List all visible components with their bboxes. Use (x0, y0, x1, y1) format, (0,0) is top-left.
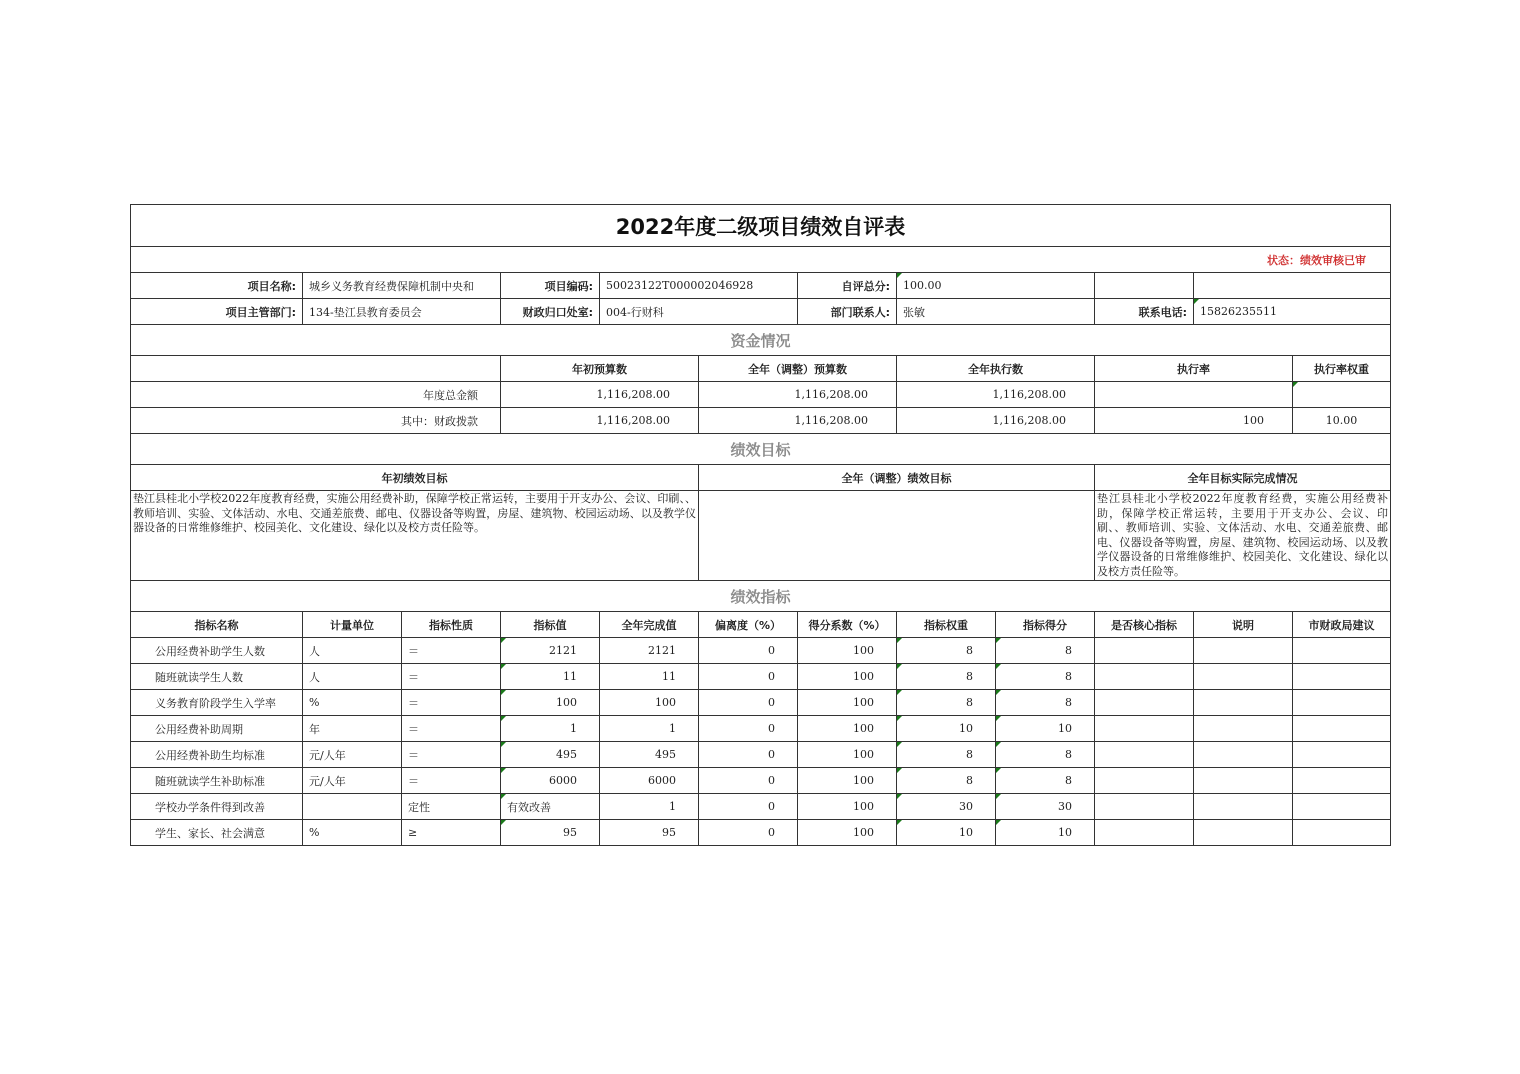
indicator-cell-actual: 6000 (600, 768, 699, 794)
contact-value: 张敏 (897, 299, 1095, 325)
goals-header: 年初绩效目标 (131, 465, 699, 491)
project-name-value: 城乡义务教育经费保障机制中央和 (303, 273, 501, 299)
indicator-cell-nature: 定性 (402, 794, 501, 820)
indicator-cell-unit: % (303, 820, 402, 846)
funds-header: 执行率 (1095, 356, 1293, 382)
funds-cell: 1,116,208.00 (897, 408, 1095, 434)
indicator-header: 市财政局建议 (1293, 612, 1391, 638)
indicator-cell-name: 学生、家长、社会满意 (131, 820, 303, 846)
indicator-cell-actual: 2121 (600, 638, 699, 664)
indicator-cell-nature: ＝ (402, 742, 501, 768)
info-row-2 (131, 299, 1391, 325)
indicators-section-title: 绩效指标 (131, 581, 1391, 612)
indicator-cell-note (1194, 768, 1293, 794)
table-row (131, 690, 1391, 716)
self-evaluation-table (130, 204, 1391, 846)
indicator-cell-weight: 30 (897, 794, 996, 820)
table-row (131, 820, 1391, 846)
indicator-header: 偏离度（%） (699, 612, 798, 638)
indicator-cell-coef: 100 (798, 638, 897, 664)
phone-value: 15826235511 (1194, 299, 1391, 325)
goals-header: 全年目标实际完成情况 (1095, 465, 1391, 491)
adjusted-goal-text (699, 491, 1095, 581)
indicator-cell-advice (1293, 664, 1391, 690)
indicator-cell-score: 10 (996, 820, 1095, 846)
indicator-cell-note (1194, 690, 1293, 716)
indicator-cell-unit: % (303, 690, 402, 716)
indicator-rows (131, 638, 1391, 846)
indicator-cell-core (1095, 638, 1194, 664)
indicator-cell-coef: 100 (798, 690, 897, 716)
table-row (131, 664, 1391, 690)
indicator-cell-advice (1293, 716, 1391, 742)
indicator-cell-note (1194, 820, 1293, 846)
indicator-cell-score: 8 (996, 664, 1095, 690)
indicator-cell-nature: ＝ (402, 768, 501, 794)
indicator-cell-nature: ＝ (402, 716, 501, 742)
indicator-header: 得分系数（%） (798, 612, 897, 638)
indicator-cell-deviation: 0 (699, 664, 798, 690)
initial-goal-text: 垫江县桂北小学校2022年度教育经费，实施公用经费补助，保障学校正常运转，主要用于开支办公、会议、印刷、、教师培训、实验、文体活动、水电、交通差旅费、邮电、仪器设备等购置，房屋、建筑物、校园运动场、以及教学仪器设备的日常维修维护、校园美化、文化建设、绿化以及校方责任险等。 (131, 491, 699, 581)
indicator-cell-nature: ＝ (402, 638, 501, 664)
indicator-cell-nature: ＝ (402, 664, 501, 690)
funds-cell: 100 (1095, 408, 1293, 434)
indicator-cell-score: 8 (996, 768, 1095, 794)
indicator-cell-score: 8 (996, 638, 1095, 664)
indicator-cell-note (1194, 716, 1293, 742)
indicator-cell-unit: 元/人年 (303, 742, 402, 768)
indicator-cell-score: 10 (996, 716, 1095, 742)
table-row (131, 382, 1391, 408)
funds-row-label: 年度总金额 (131, 382, 501, 408)
indicator-header: 指标得分 (996, 612, 1095, 638)
indicator-cell-name: 义务教育阶段学生入学率 (131, 690, 303, 716)
indicator-cell-note (1194, 742, 1293, 768)
indicator-cell-actual: 495 (600, 742, 699, 768)
indicator-cell-core (1095, 794, 1194, 820)
dept-value: 134-垫江县教育委员会 (303, 299, 501, 325)
funds-cell: 1,116,208.00 (699, 408, 897, 434)
indicator-cell-name: 公用经费补助周期 (131, 716, 303, 742)
project-code-value: 50023122T000002046928 (600, 273, 798, 299)
table-row (131, 768, 1391, 794)
contact-label: 部门联系人: (798, 299, 897, 325)
empty-cell (131, 356, 501, 382)
funds-header: 全年执行数 (897, 356, 1095, 382)
indicator-cell-actual: 100 (600, 690, 699, 716)
indicator-header: 指标性质 (402, 612, 501, 638)
indicator-cell-target: 1 (501, 716, 600, 742)
indicator-cell-core (1095, 690, 1194, 716)
indicator-cell-score: 30 (996, 794, 1095, 820)
indicator-cell-core (1095, 820, 1194, 846)
indicator-header: 指标值 (501, 612, 600, 638)
indicator-cell-coef: 100 (798, 716, 897, 742)
indicator-cell-weight: 8 (897, 690, 996, 716)
indicator-header: 是否核心指标 (1095, 612, 1194, 638)
indicator-header: 计量单位 (303, 612, 402, 638)
indicator-cell-note (1194, 638, 1293, 664)
table-row (131, 408, 1391, 434)
indicator-cell-target: 11 (501, 664, 600, 690)
indicator-cell-coef: 100 (798, 820, 897, 846)
indicator-cell-unit: 元/人年 (303, 768, 402, 794)
indicator-header: 说明 (1194, 612, 1293, 638)
indicator-cell-advice (1293, 768, 1391, 794)
table-row (131, 638, 1391, 664)
indicator-cell-score: 8 (996, 742, 1095, 768)
self-score-label: 自评总分: (798, 273, 897, 299)
goals-content-row (131, 491, 1391, 581)
funds-header: 执行率权重 (1293, 356, 1391, 382)
indicator-cell-deviation: 0 (699, 794, 798, 820)
indicator-cell-core (1095, 716, 1194, 742)
indicator-cell-unit (303, 794, 402, 820)
indicator-cell-unit: 人 (303, 638, 402, 664)
funds-cell (1095, 382, 1293, 408)
indicator-cell-deviation: 0 (699, 690, 798, 716)
indicator-cell-unit: 年 (303, 716, 402, 742)
finance-office-value: 004-行财科 (600, 299, 798, 325)
funds-header: 年初预算数 (501, 356, 699, 382)
goals-section-title: 绩效目标 (131, 434, 1391, 465)
table-row (131, 794, 1391, 820)
self-score-value: 100.00 (897, 273, 1095, 299)
indicator-cell-actual: 1 (600, 794, 699, 820)
funds-header: 全年（调整）预算数 (699, 356, 897, 382)
indicator-header: 指标名称 (131, 612, 303, 638)
indicator-cell-target: 495 (501, 742, 600, 768)
indicator-cell-weight: 8 (897, 742, 996, 768)
indicator-cell-score: 8 (996, 690, 1095, 716)
indicator-cell-name: 随班就读学生人数 (131, 664, 303, 690)
indicator-cell-core (1095, 742, 1194, 768)
project-code-label: 项目编码: (501, 273, 600, 299)
funds-section-title: 资金情况 (131, 325, 1391, 356)
indicator-cell-nature: ≥ (402, 820, 501, 846)
indicator-cell-unit: 人 (303, 664, 402, 690)
indicator-cell-coef: 100 (798, 768, 897, 794)
indicators-header-row (131, 612, 1391, 638)
funds-cell: 1,116,208.00 (501, 382, 699, 408)
dept-label: 项目主管部门: (131, 299, 303, 325)
indicator-header: 指标权重 (897, 612, 996, 638)
indicator-cell-weight: 8 (897, 664, 996, 690)
indicator-cell-advice (1293, 820, 1391, 846)
indicator-cell-weight: 8 (897, 638, 996, 664)
indicator-cell-weight: 10 (897, 716, 996, 742)
funds-cell: 1,116,208.00 (501, 408, 699, 434)
empty-cell (1095, 273, 1194, 299)
project-name-label: 项目名称: (131, 273, 303, 299)
indicator-cell-deviation: 0 (699, 820, 798, 846)
indicator-cell-advice (1293, 742, 1391, 768)
indicator-cell-weight: 10 (897, 820, 996, 846)
funds-row-label: 其中：财政拨款 (131, 408, 501, 434)
indicator-cell-coef: 100 (798, 794, 897, 820)
empty-cell (1194, 273, 1391, 299)
funds-cell: 1,116,208.00 (699, 382, 897, 408)
phone-label: 联系电话: (1095, 299, 1194, 325)
funds-cell: 1,116,208.00 (897, 382, 1095, 408)
indicator-cell-name: 公用经费补助生均标准 (131, 742, 303, 768)
funds-cell: 10.00 (1293, 408, 1391, 434)
indicator-cell-target: 6000 (501, 768, 600, 794)
funds-cell (1293, 382, 1391, 408)
table-row (131, 716, 1391, 742)
indicator-cell-nature: ＝ (402, 690, 501, 716)
indicator-cell-name: 学校办学条件得到改善 (131, 794, 303, 820)
indicator-cell-coef: 100 (798, 664, 897, 690)
indicator-cell-advice (1293, 690, 1391, 716)
actual-completion-text: 垫江县桂北小学校2022年度教育经费，实施公用经费补助，保障学校正常运转，主要用于开支办公、会议、印刷、、教师培训、实验、文体活动、水电、交通差旅费、邮电、仪器设备等购置，房屋、建筑物、校园运动场、以及教学仪器设备的日常维修维护、校园美化、文化建设、绿化以及校方责任险等。 (1095, 491, 1391, 581)
indicator-cell-target: 有效改善 (501, 794, 600, 820)
indicator-cell-advice (1293, 638, 1391, 664)
indicator-cell-target: 2121 (501, 638, 600, 664)
indicator-header: 全年完成值 (600, 612, 699, 638)
indicator-cell-deviation: 0 (699, 742, 798, 768)
indicator-cell-coef: 100 (798, 742, 897, 768)
indicator-cell-actual: 95 (600, 820, 699, 846)
goals-header: 全年（调整）绩效目标 (699, 465, 1095, 491)
funds-header-row (131, 356, 1391, 382)
page-title: 2022年度二级项目绩效自评表 (131, 205, 1391, 247)
indicator-cell-weight: 8 (897, 768, 996, 794)
goals-header-row (131, 465, 1391, 491)
indicator-cell-deviation: 0 (699, 716, 798, 742)
table-row (131, 742, 1391, 768)
finance-office-label: 财政归口处室: (501, 299, 600, 325)
indicator-cell-target: 95 (501, 820, 600, 846)
status-badge: 状态：绩效审核已审 (131, 247, 1391, 273)
indicator-cell-core (1095, 664, 1194, 690)
indicator-cell-name: 随班就读学生补助标准 (131, 768, 303, 794)
indicator-cell-actual: 11 (600, 664, 699, 690)
indicator-cell-note (1194, 664, 1293, 690)
indicator-cell-name: 公用经费补助学生人数 (131, 638, 303, 664)
indicator-cell-note (1194, 794, 1293, 820)
indicator-cell-actual: 1 (600, 716, 699, 742)
indicator-cell-deviation: 0 (699, 768, 798, 794)
indicator-cell-advice (1293, 794, 1391, 820)
indicator-cell-target: 100 (501, 690, 600, 716)
indicator-cell-deviation: 0 (699, 638, 798, 664)
info-row-1 (131, 273, 1391, 299)
indicator-cell-core (1095, 768, 1194, 794)
